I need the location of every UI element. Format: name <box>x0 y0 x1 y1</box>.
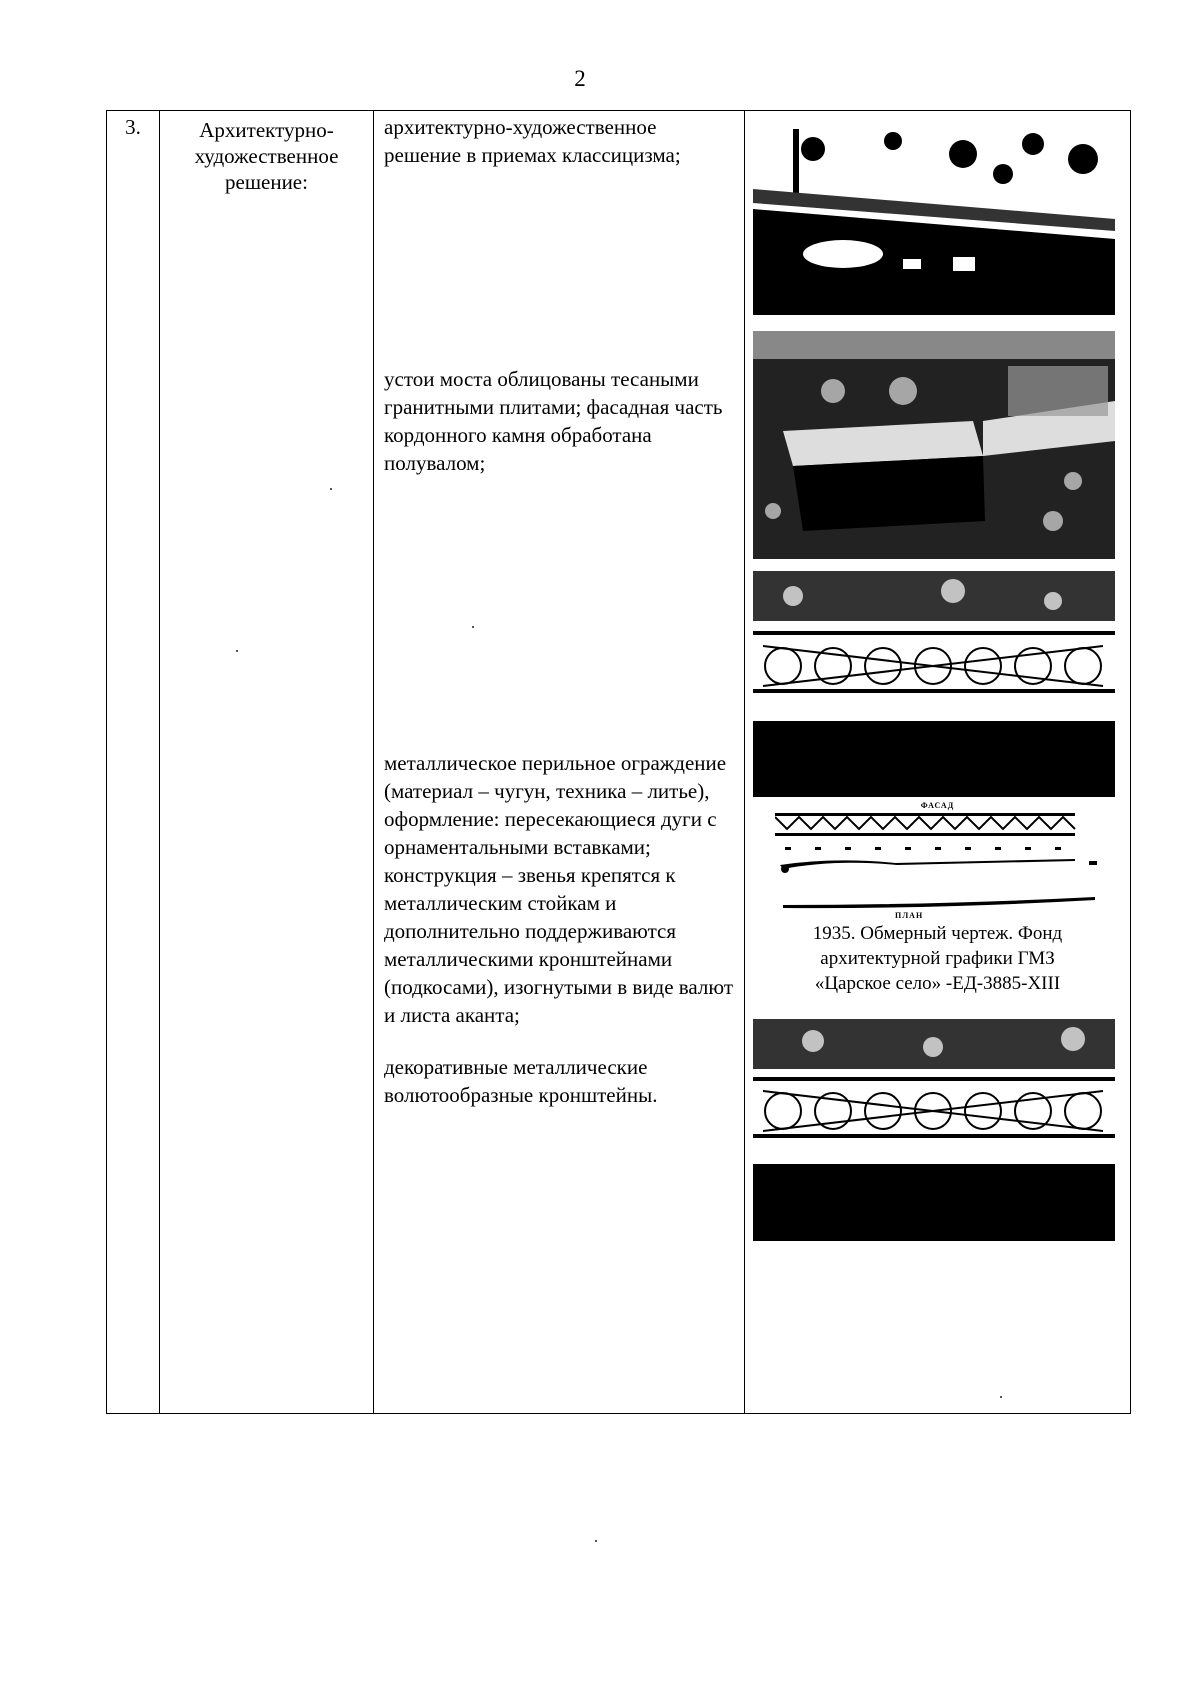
railing-photo-1 <box>753 571 1115 797</box>
description-railing: металлическое перильное ограждение (материал – чугун, техника – литье), оформление: пересекающиеся дуги с орнаментальными вставками; конструкция – звенья крепятся к металлическим стойкам и дополнительно поддерживаются металлическими кронштейнами (подкосами), изогнутыми в виде валют и листа аканта; <box>384 751 734 1027</box>
measured-drawing <box>775 813 1115 923</box>
caption-line: «Царское село» -ЕД-3885-XIII <box>814 973 1061 994</box>
measured-drawing-label-top: ФАСАД <box>920 801 955 810</box>
scan-artifact <box>472 626 474 628</box>
bridge-abutment-photo <box>753 331 1115 559</box>
measured-drawing-label-bottom: ПЛАН <box>895 911 924 920</box>
scan-artifact <box>1000 1396 1002 1398</box>
row-title <box>160 111 374 1414</box>
row-description <box>374 111 745 1414</box>
photo-image-icon <box>753 1019 1115 1241</box>
drawing-image-icon <box>775 813 1115 923</box>
caption-line: архитектурной графики ГМЗ <box>820 948 1055 969</box>
row-title-line: художественное <box>194 144 339 168</box>
bridge-overview-photo <box>753 119 1115 315</box>
description-brackets: декоративные металлические волютообразные кронштейны. <box>384 1055 658 1107</box>
heritage-features-table <box>106 110 1131 1414</box>
drawing-caption <box>745 921 1130 996</box>
scan-artifact <box>330 488 332 490</box>
railing-photo-2 <box>753 1019 1115 1241</box>
scan-artifact <box>595 1540 597 1542</box>
row-title-line: решение: <box>225 170 308 194</box>
row-images <box>745 111 1131 1414</box>
row-title-line: Архитектурно- <box>199 118 334 142</box>
page-number: 2 <box>574 66 586 91</box>
description-abutments: устои моста облицованы тесаными гранитными плитами; фасадная часть кордонного камня обработана полувалом; <box>384 367 723 475</box>
photo-image-icon <box>753 119 1115 315</box>
row-index: 3. <box>107 111 160 1414</box>
photo-image-icon <box>753 571 1115 797</box>
table-row <box>107 111 1131 1414</box>
caption-line: 1935. Обмерный чертеж. Фонд <box>812 923 1063 944</box>
scan-artifact <box>236 650 238 652</box>
photo-image-icon <box>753 331 1115 559</box>
description-style: архитектурно-художественное решение в приемах классицизма; <box>384 115 681 167</box>
